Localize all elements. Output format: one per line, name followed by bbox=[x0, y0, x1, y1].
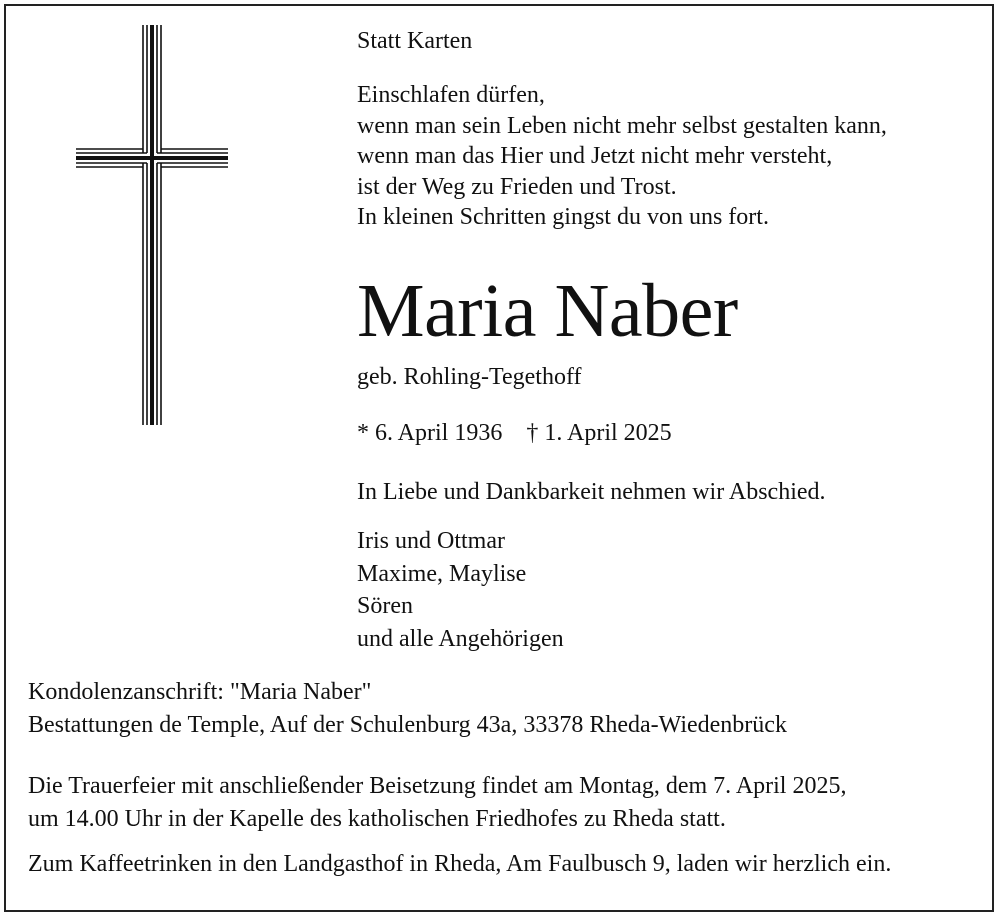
deceased-name: Maria Naber bbox=[357, 269, 738, 353]
mourner-entry: Maxime, Maylise bbox=[357, 560, 527, 587]
birth-date: * 6. April 1936 bbox=[357, 420, 503, 446]
mourner-entry: und alle Angehörigen bbox=[357, 625, 564, 652]
poem-line: In kleinen Schritten gingst du von uns fort. bbox=[357, 204, 769, 230]
condolence-line: Bestattungen de Temple, Auf der Schulenburg 43a, 33378 Rheda-Wiedenbrück bbox=[28, 712, 787, 738]
condolence-line: Kondolenzanschrift: "Maria Naber" bbox=[28, 679, 372, 705]
poem bbox=[357, 80, 887, 233]
poem-line: wenn man das Hier und Jetzt nicht mehr versteht, bbox=[357, 143, 833, 169]
statt-karten: Statt Karten bbox=[357, 28, 473, 54]
mourner-entry: Sören bbox=[357, 593, 413, 619]
farewell-text: In Liebe und Dankbarkeit nehmen wir Abschied. bbox=[357, 479, 826, 505]
death-date: † 1. April 2025 bbox=[526, 420, 672, 446]
coffee-invitation: Zum Kaffeetrinken in den Landgasthof in Rheda, Am Faulbusch 9, laden wir herzlich ein. bbox=[28, 851, 892, 877]
funeral-info bbox=[28, 770, 846, 836]
life-dates bbox=[357, 418, 672, 449]
poem-line: Einschlafen dürfen, bbox=[357, 82, 545, 108]
cross-icon bbox=[76, 25, 228, 425]
mourner-entry: Iris und Ottmar bbox=[357, 528, 505, 554]
maiden-name: geb. Rohling-Tegethoff bbox=[357, 364, 582, 390]
condolence-address bbox=[28, 676, 787, 742]
funeral-line: Die Trauerfeier mit anschließender Beisetzung findet am Montag, dem 7. April 2025, bbox=[28, 773, 847, 799]
poem-line: wenn man sein Leben nicht mehr selbst gestalten kann, bbox=[357, 112, 887, 139]
funeral-line: um 14.00 Uhr in der Kapelle des katholischen Friedhofes zu Rheda statt. bbox=[28, 806, 726, 832]
poem-line: ist der Weg zu Frieden und Trost. bbox=[357, 173, 677, 200]
mourners-list bbox=[357, 525, 564, 655]
